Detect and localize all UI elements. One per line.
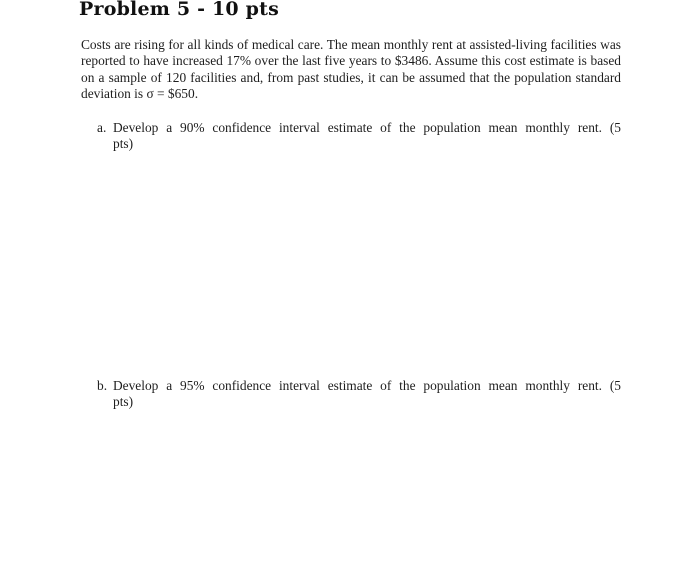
part-b-marker: b. (97, 378, 108, 393)
part-b-line1 (97, 378, 621, 394)
problem-title: Problem 5 - 10 pts (79, 0, 280, 20)
problem-statement: Costs are rising for all kinds of medical care. The mean monthly rent at assisted-living facilities was reported to have increased 17% over the last five years to $3486. Assume this cost estimate is based on a sample of 120 facilities and, from past studies, it can be assumed that the population standard deviation is σ = $650. (81, 37, 621, 102)
part-b (97, 378, 621, 411)
part-a-text-continued: pts) (113, 136, 134, 152)
part-b-text-continued: pts) (113, 394, 134, 410)
part-a (97, 120, 621, 153)
part-a-line1 (97, 120, 621, 136)
part-b-text: Develop a 95% confidence interval estimate of the population mean monthly rent. (5 (113, 378, 621, 393)
part-a-marker: a. (97, 120, 107, 135)
part-a-text: Develop a 90% confidence interval estimate of the population mean monthly rent. (5 (113, 120, 621, 135)
